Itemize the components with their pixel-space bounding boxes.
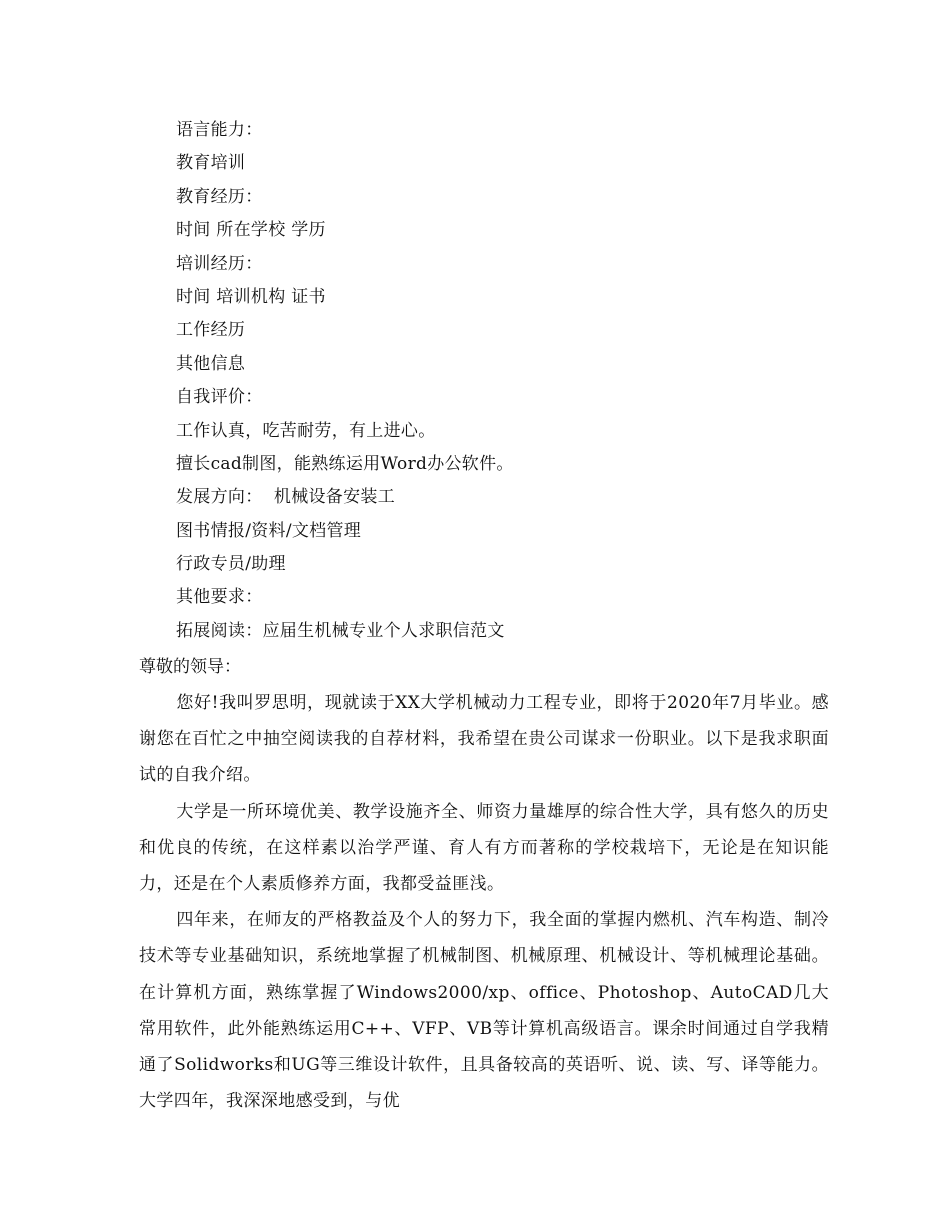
cover-letter [139,649,829,1119]
list-item: 其他信息 [176,353,246,374]
list-item: 时间 培训机构 证书 [176,286,326,307]
list-item: 图书情报/资料/文档管理 [176,520,362,541]
letter-paragraph: 大学是一所环境优美、教学设施齐全、师资力量雄厚的综合性大学，具有悠久的历史和优良的传统，在这样素以治学严谨、育人有方而著称的学校栽培下，无论是在知识能力，还是在个人素质修养方面，我都受益匪浅。 [139,801,829,895]
list-item: 发展方向： 机械设备安装工 [176,487,396,508]
list-item: 教育培训 [176,153,246,174]
list-item: 语言能力： [176,120,263,140]
letter-paragraph: 您好!我叫罗思明，现就读于XX大学机械动力工程专业，即将于2020年7月毕业。感谢您在百忙之中抽空阅读我的自荐材料，我希望在贵公司谋求一份职业。以下是我求职面试的自我介绍。 [139,693,829,786]
list-item: 拓展阅读：应届生机械专业个人求职信范文 [176,620,505,641]
list-item: 工作认真，吃苦耐劳，有上进心。 [176,420,436,441]
list-item: 教育经历： [176,186,263,207]
letter-paragraph: 四年来，在师友的严格教益及个人的努力下，我全面的掌握内燃机、汽车构造、制冷技术等专业基础知识，系统地掌握了机械制图、机械原理、机械设计、等机械理论基础。在计算机方面，熟练掌握了Windows2000/xp、office、Photoshop、AutoCAD几大常用软件，此外能熟练运用C++、VFP、VB等计算机高级语言。课余时间通过自学我精通了Solidworks和UG等三维设计软件，且具备较高的英语听、说、读、写、译等能力。大学四年，我深深地感受到，与优 [139,910,829,1112]
list-item: 擅长cad制图，能熟练运用Word办公软件。 [176,453,514,474]
list-item: 时间 所在学校 学历 [176,220,326,241]
list-item: 自我评价： [176,387,263,408]
list-item: 工作经历 [176,320,246,341]
list-item: 其他要求： [176,587,263,608]
resume-section-list [176,114,816,648]
letter-salutation: 尊敬的领导： [139,657,241,677]
list-item: 行政专员/助理 [176,554,286,575]
list-item: 培训经历： [176,253,263,274]
